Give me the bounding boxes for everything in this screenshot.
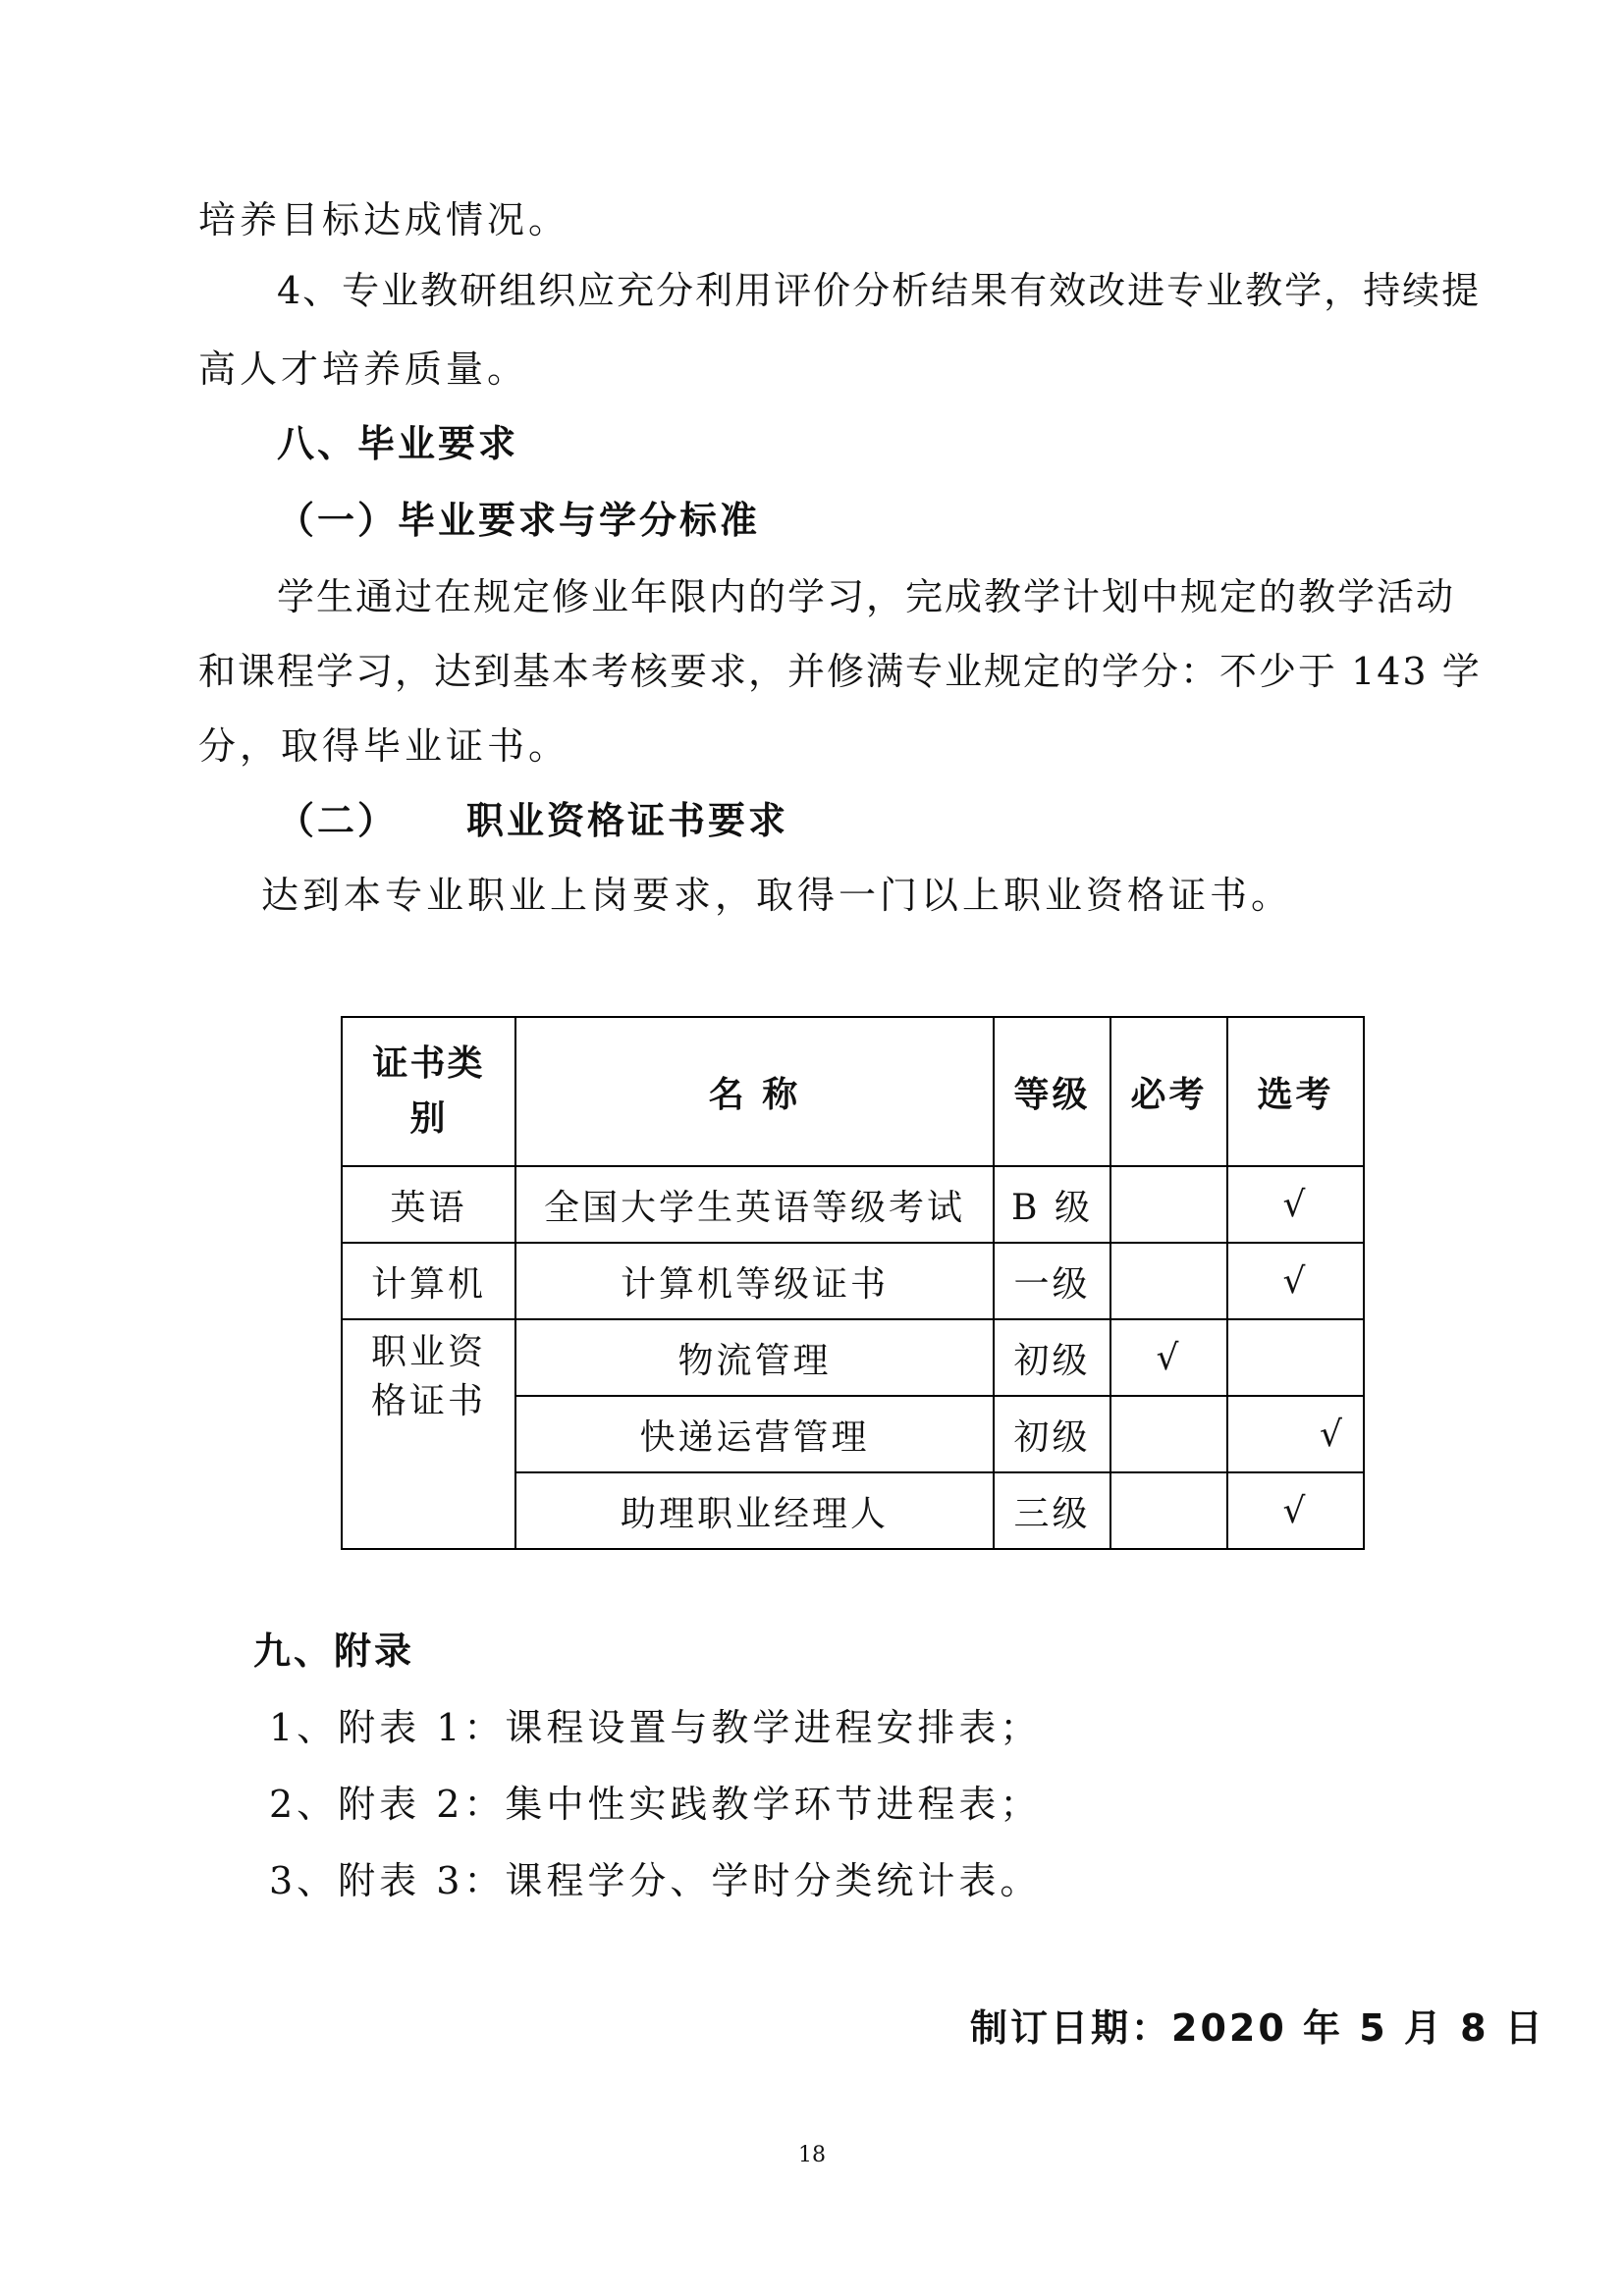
- header-name: 名 称: [515, 1017, 994, 1166]
- cell-category: 职业资格证书: [342, 1319, 515, 1549]
- cell-required: [1110, 1472, 1227, 1549]
- cell-level: 一级: [994, 1243, 1110, 1319]
- cell-optional: √: [1227, 1166, 1364, 1243]
- appendix-item: 2、附表 2：集中性实践教学环节进程表；: [269, 1783, 1042, 1826]
- section-9-title: 九、附录: [253, 1629, 415, 1673]
- cell-name: 助理职业经理人: [515, 1472, 994, 1549]
- paragraph-line: 和课程学习，达到基本考核要求，并修满专业规定的学分：不少于 143 学: [198, 650, 1482, 693]
- cell-required: √: [1110, 1319, 1227, 1396]
- revision-date: 制订日期：2020 年 5 月 8 日: [970, 2006, 1545, 2050]
- paragraph-line: 高人才培养质量。: [198, 347, 529, 391]
- section-8-2-prefix: （二）: [277, 799, 399, 842]
- cell-level: 初级: [994, 1319, 1110, 1396]
- cell-name: 物流管理: [515, 1319, 994, 1396]
- appendix-item: 1、附表 1：课程设置与教学进程安排表；: [269, 1706, 1042, 1749]
- cell-required: [1110, 1166, 1227, 1243]
- cell-optional: [1227, 1319, 1364, 1396]
- cell-name: 快递运营管理: [515, 1396, 994, 1472]
- table-row: [342, 1319, 1364, 1396]
- cell-optional: √: [1227, 1472, 1364, 1549]
- section-8-1-title: （一）毕业要求与学分标准: [277, 499, 761, 542]
- header-category: 证书类别: [342, 1017, 515, 1166]
- cell-optional: √: [1227, 1396, 1364, 1472]
- paragraph-line: 达到本专业职业上岗要求，取得一门以上职业资格证书。: [261, 874, 1293, 917]
- table-row: [342, 1243, 1364, 1319]
- table-header-row: [342, 1017, 1364, 1166]
- table-row: [342, 1166, 1364, 1243]
- header-level: 等级: [994, 1017, 1110, 1166]
- header-optional: 选考: [1227, 1017, 1364, 1166]
- header-required: 必考: [1110, 1017, 1227, 1166]
- section-8-2-title: [277, 797, 788, 844]
- cell-required: [1110, 1396, 1227, 1472]
- paragraph-line: 分，取得毕业证书。: [198, 724, 570, 768]
- cell-level: 初级: [994, 1396, 1110, 1472]
- paragraph-line: 学生通过在规定修业年限内的学习，完成教学计划中规定的教学活动: [277, 575, 1456, 618]
- certificate-table: [341, 1016, 1365, 1550]
- section-8-title: 八、毕业要求: [277, 422, 519, 465]
- appendix-item: 3、附表 3：课程学分、学时分类统计表。: [269, 1859, 1042, 1902]
- cell-name: 全国大学生英语等级考试: [515, 1166, 994, 1243]
- paragraph-line: 4、专业教研组织应充分利用评价分析结果有效改进专业教学，持续提: [277, 269, 1482, 312]
- cell-category: 英语: [342, 1166, 515, 1243]
- cell-level: B 级: [994, 1166, 1110, 1243]
- section-8-2-text: 职业资格证书要求: [466, 799, 789, 842]
- paragraph-line: 培养目标达成情况。: [198, 198, 570, 241]
- cell-required: [1110, 1243, 1227, 1319]
- page-number: 18: [798, 2143, 826, 2167]
- cell-level: 三级: [994, 1472, 1110, 1549]
- cell-optional: √: [1227, 1243, 1364, 1319]
- cell-category: 计算机: [342, 1243, 515, 1319]
- cell-name: 计算机等级证书: [515, 1243, 994, 1319]
